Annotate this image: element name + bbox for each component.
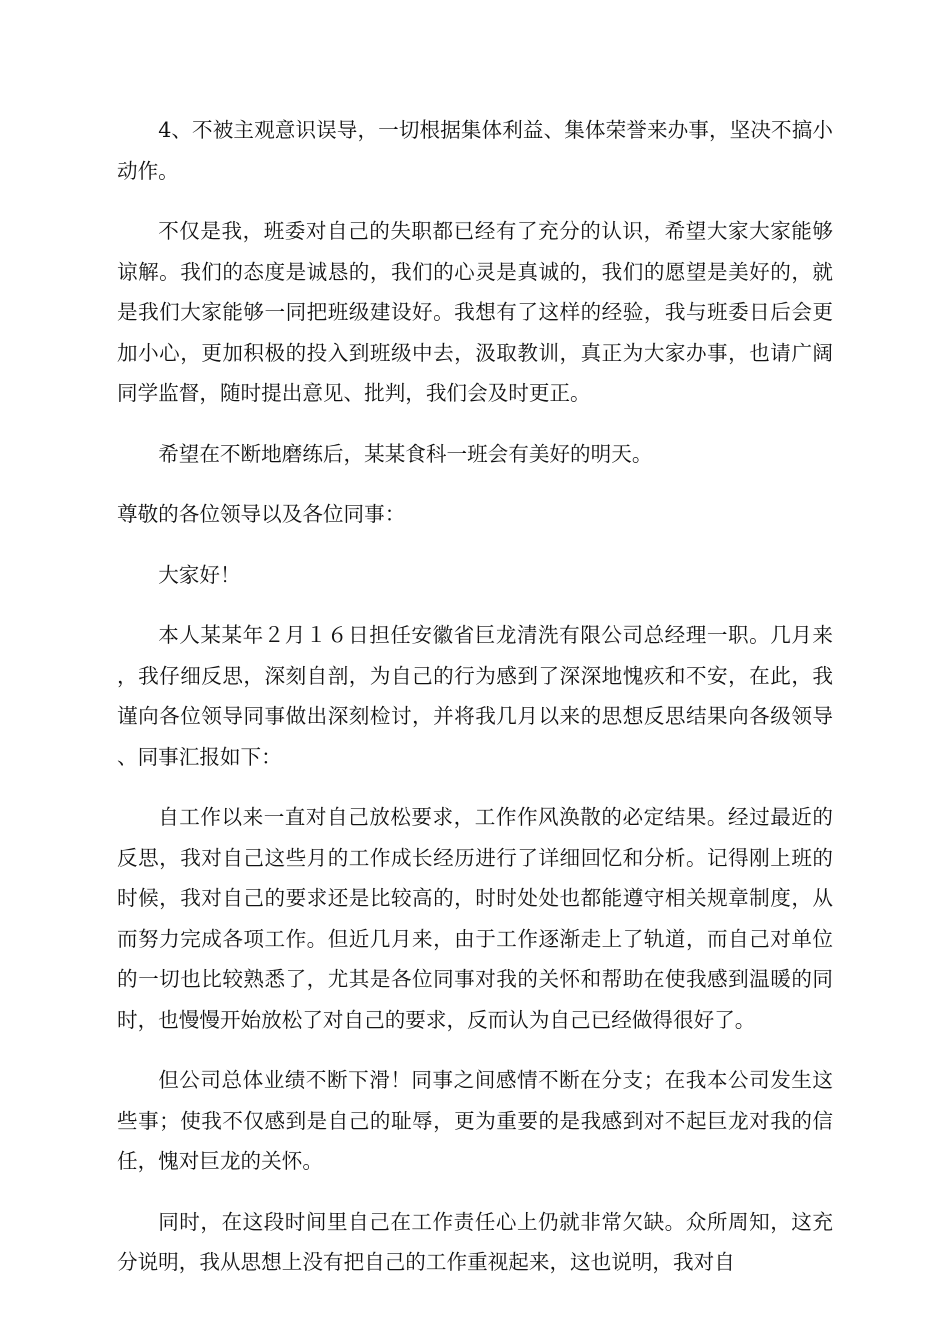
paragraph-company-decline: 但公司总体业绩不断下滑！同事之间感情不断在分支；在我本公司发生这些事；使我不仅感到是自己的耻辱，更为重要的是我感到对不起巨龙对我的信任，愧对巨龙的关怀。 [117, 1068, 833, 1173]
salutation: 尊敬的各位领导以及各位同事： [117, 502, 406, 526]
paragraph-responsibility: 同时，在这段时间里自己在工作责任心上仍就非常欠缺。众所周知，这充分说明，我从思想上没有把自己的工作重视起来，这也说明，我对自 [117, 1209, 833, 1274]
paragraph-reflection: 自工作以来一直对自己放松要求，工作作风涣散的必定结果。经过最近的反思，我对自己这些月的工作成长经历进行了详细回忆和分析。记得刚上班的时候，我对自己的要求还是比较高的，时时处处也都能遵守相关规章制度，从而努力完成各项工作。但近几月来，由于工作逐渐走上了轨道，而自己对单位的一切也比较熟悉了，尤其是各位同事对我的关怀和帮助在使我感到温暖的同时，也慢慢开始放松了对自己的要求，反而认为自己已经做得很好了。 [117, 805, 833, 1032]
paragraph-introduction: 本人某某年２月１６日担任安徽省巨龙清洗有限公司总经理一职。几月来，我仔细反思，深刻自剖，为自己的行为感到了深深地愧疚和不安，在此，我谨向各位领导同事做出深刻检讨，并将我几月以来的思想反思结果向各级领导、同事汇报如下： [117, 623, 833, 769]
paragraph-hope: 希望在不断地磨练后，某某食科一班会有美好的明天。 [158, 441, 653, 466]
paragraph-item-4: 4、不被主观意识误导，一切根据集体利益、集体荣誉来办事，坚决不搞小动作。 [117, 118, 833, 183]
document-body [117, 110, 833, 1283]
paragraph-class-committee: 不仅是我，班委对自己的失职都已经有了充分的认识，希望大家大家能够谅解。我们的态度是诚恳的，我们的心灵是真诚的，我们的愿望是美好的，就是我们大家能够一同把班级建设好。我想有了这样的经验，我与班委日后会更加小心，更加积极的投入到班级中去，汲取教训，真正为大家办事，也请广阔同学监督，随时提出意见、批判，我们会及时更正。 [117, 219, 833, 405]
greeting: 大家好！ [158, 562, 241, 587]
